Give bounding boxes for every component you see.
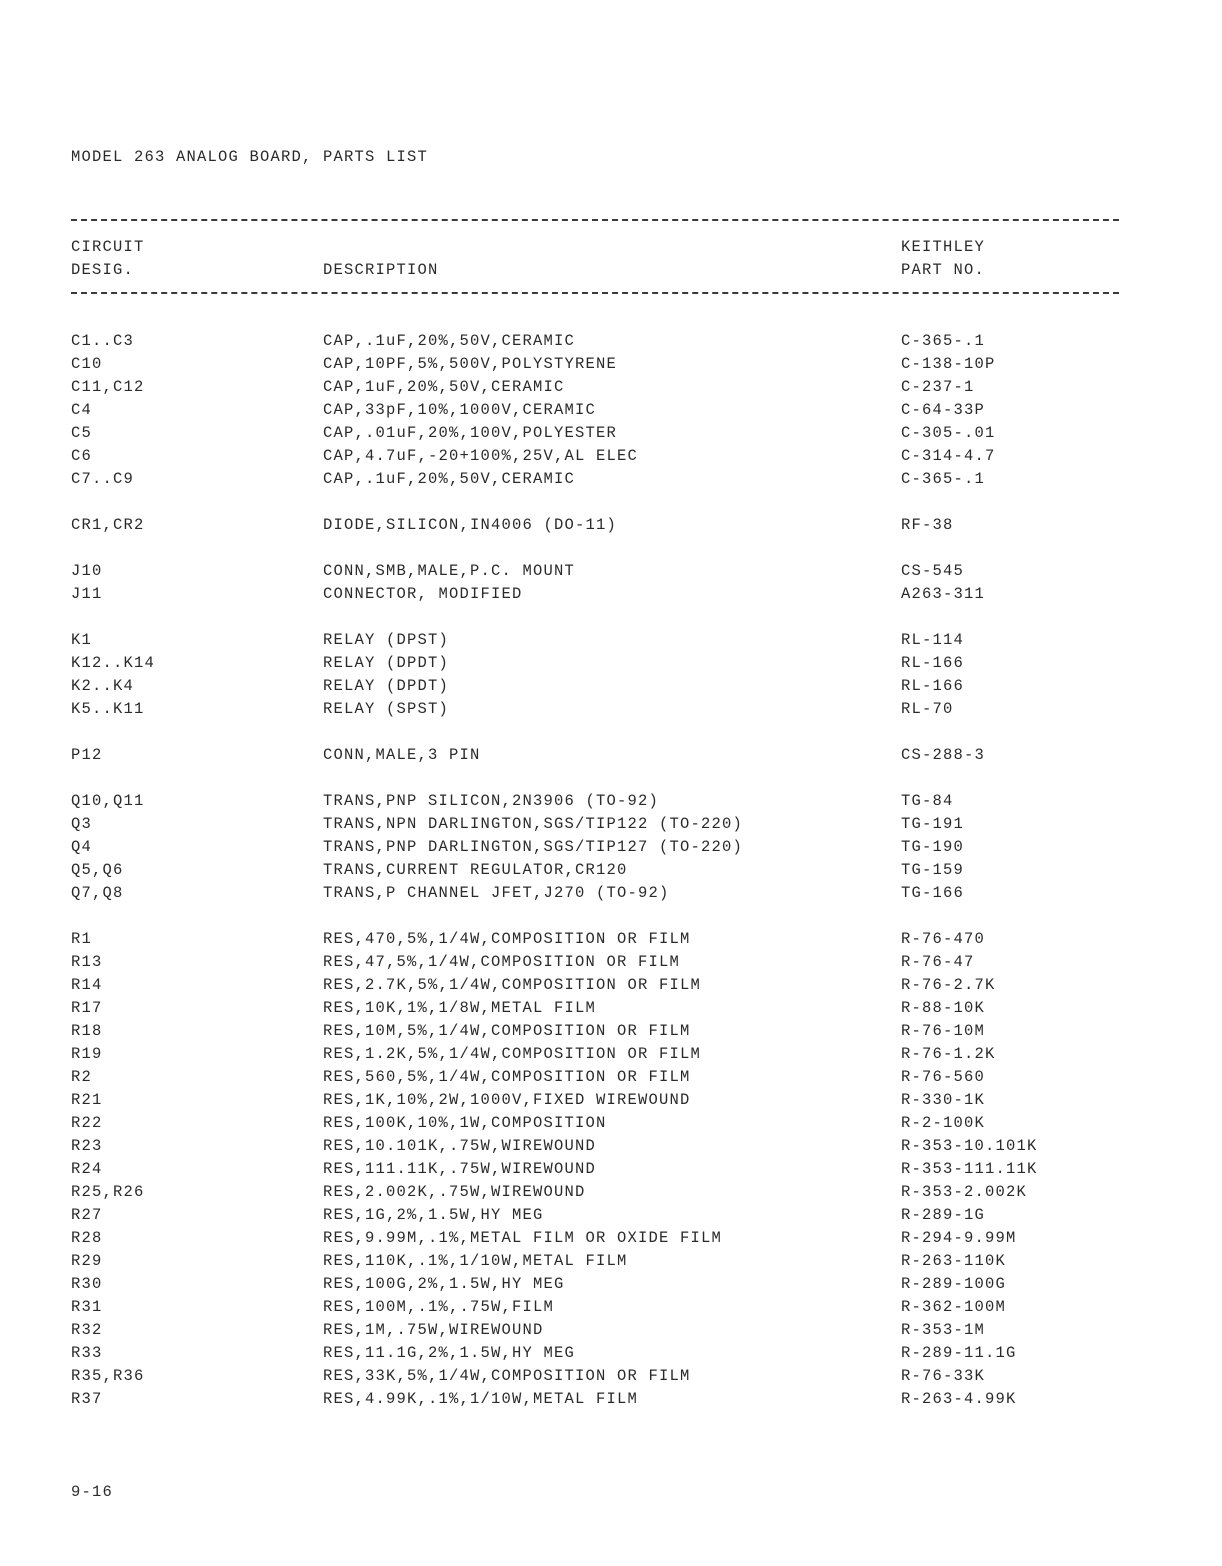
parts-row: [71, 422, 1131, 445]
parts-row: [71, 1204, 1131, 1227]
parts-row: [71, 399, 1131, 422]
circuit-desig: R31: [71, 1298, 103, 1316]
parts-row: [71, 583, 1131, 606]
circuit-desig: C6: [71, 447, 93, 465]
part-description: RES,11.1G,2%,1.5W,HY MEG: [323, 1344, 576, 1362]
part-description: CAP,33pF,10%,1000V,CERAMIC: [323, 401, 597, 419]
circuit-desig: CR1,CR2: [71, 516, 145, 534]
circuit-desig: C5: [71, 424, 93, 442]
parts-row: [71, 353, 1131, 376]
part-description: RES,4.99K,.1%,1/10W,METAL FILM: [323, 1390, 639, 1408]
part-description: DIODE,SILICON,IN4006 (DO-11): [323, 516, 618, 534]
circuit-desig: R1: [71, 930, 93, 948]
keithley-part-number: C-365-.1: [901, 332, 986, 350]
parts-row: [71, 1158, 1131, 1181]
parts-row: [71, 790, 1131, 813]
parts-row: [71, 882, 1131, 905]
circuit-desig: R14: [71, 976, 103, 994]
part-description: TRANS,PNP DARLINGTON,SGS/TIP127 (TO-220): [323, 838, 744, 856]
part-description: RELAY (SPST): [323, 700, 450, 718]
keithley-part-number: C-64-33P: [901, 401, 986, 419]
parts-row: [71, 1089, 1131, 1112]
circuit-desig: R37: [71, 1390, 103, 1408]
parts-row: [71, 1319, 1131, 1342]
part-description: TRANS,CURRENT REGULATOR,CR120: [323, 861, 628, 879]
circuit-desig: K5..K11: [71, 700, 145, 718]
circuit-desig: K12..K14: [71, 654, 156, 672]
keithley-part-number: C-365-.1: [901, 470, 986, 488]
keithley-part-number: R-76-33K: [901, 1367, 986, 1385]
keithley-part-number: R-76-1.2K: [901, 1045, 996, 1063]
circuit-desig: C10: [71, 355, 103, 373]
parts-row: [71, 629, 1131, 652]
part-description: RES,33K,5%,1/4W,COMPOSITION OR FILM: [323, 1367, 691, 1385]
keithley-part-number: R-76-560: [901, 1068, 986, 1086]
circuit-desig: C7..C9: [71, 470, 135, 488]
circuit-desig: Q3: [71, 815, 93, 833]
keithley-part-number: R-263-4.99K: [901, 1390, 1017, 1408]
parts-row: [71, 1181, 1131, 1204]
part-description: TRANS,NPN DARLINGTON,SGS/TIP122 (TO-220): [323, 815, 744, 833]
part-description: CONN,MALE,3 PIN: [323, 746, 481, 764]
keithley-part-number: C-305-.01: [901, 424, 996, 442]
parts-row: [71, 928, 1131, 951]
keithley-part-number: RF-38: [901, 516, 954, 534]
part-description: CONNECTOR, MODIFIED: [323, 585, 523, 603]
column-header-circuit-line2: DESIG.: [71, 261, 135, 279]
part-description: RES,10K,1%,1/8W,METAL FILM: [323, 999, 597, 1017]
parts-row: [71, 675, 1131, 698]
parts-row: [71, 997, 1131, 1020]
part-description: RELAY (DPDT): [323, 654, 450, 672]
parts-row: [71, 560, 1131, 583]
part-description: RES,1G,2%,1.5W,HY MEG: [323, 1206, 544, 1224]
keithley-part-number: R-353-111.11K: [901, 1160, 1038, 1178]
part-description: TRANS,PNP SILICON,2N3906 (TO-92): [323, 792, 660, 810]
part-description: RES,2.002K,.75W,WIREWOUND: [323, 1183, 586, 1201]
circuit-desig: J10: [71, 562, 103, 580]
keithley-part-number: R-294-9.99M: [901, 1229, 1017, 1247]
part-description: RES,47,5%,1/4W,COMPOSITION OR FILM: [323, 953, 681, 971]
parts-row: [71, 1296, 1131, 1319]
circuit-desig: R22: [71, 1114, 103, 1132]
keithley-part-number: RL-166: [901, 677, 965, 695]
circuit-desig: R23: [71, 1137, 103, 1155]
keithley-part-number: R-353-1M: [901, 1321, 986, 1339]
part-description: RES,2.7K,5%,1/4W,COMPOSITION OR FILM: [323, 976, 702, 994]
keithley-part-number: TG-191: [901, 815, 965, 833]
part-description: RES,100K,10%,1W,COMPOSITION: [323, 1114, 607, 1132]
part-description: RES,100G,2%,1.5W,HY MEG: [323, 1275, 565, 1293]
parts-row: [71, 1043, 1131, 1066]
circuit-desig: R29: [71, 1252, 103, 1270]
keithley-part-number: R-353-10.101K: [901, 1137, 1038, 1155]
keithley-part-number: R-263-110K: [901, 1252, 1007, 1270]
keithley-part-number: R-76-47: [901, 953, 975, 971]
circuit-desig: R13: [71, 953, 103, 971]
keithley-part-number: C-314-4.7: [901, 447, 996, 465]
part-description: RES,100M,.1%,.75W,FILM: [323, 1298, 555, 1316]
circuit-desig: R19: [71, 1045, 103, 1063]
header-top-divider: [71, 219, 1119, 221]
circuit-desig: R18: [71, 1022, 103, 1040]
keithley-part-number: R-76-10M: [901, 1022, 986, 1040]
part-description: RELAY (DPDT): [323, 677, 450, 695]
part-description: RES,560,5%,1/4W,COMPOSITION OR FILM: [323, 1068, 691, 1086]
parts-row: [71, 1273, 1131, 1296]
keithley-part-number: C-138-10P: [901, 355, 996, 373]
keithley-part-number: R-88-10K: [901, 999, 986, 1017]
circuit-desig: Q4: [71, 838, 93, 856]
parts-row: [71, 468, 1131, 491]
circuit-desig: K2..K4: [71, 677, 135, 695]
part-description: RES,1K,10%,2W,1000V,FIXED WIREWOUND: [323, 1091, 691, 1109]
keithley-part-number: C-237-1: [901, 378, 975, 396]
circuit-desig: P12: [71, 746, 103, 764]
keithley-part-number: CS-288-3: [901, 746, 986, 764]
circuit-desig: R24: [71, 1160, 103, 1178]
parts-row: [71, 1020, 1131, 1043]
parts-row: [71, 652, 1131, 675]
column-header-circuit-desig: [71, 236, 145, 282]
part-description: CONN,SMB,MALE,P.C. MOUNT: [323, 562, 576, 580]
parts-row: [71, 1135, 1131, 1158]
circuit-desig: Q10,Q11: [71, 792, 145, 810]
column-header-part-line2: PART NO.: [901, 261, 986, 279]
keithley-part-number: R-76-2.7K: [901, 976, 996, 994]
keithley-part-number: A263-311: [901, 585, 986, 603]
part-description: CAP,.1uF,20%,50V,CERAMIC: [323, 470, 576, 488]
parts-row: [71, 974, 1131, 997]
keithley-part-number: TG-159: [901, 861, 965, 879]
part-description: RES,9.99M,.1%,METAL FILM OR OXIDE FILM: [323, 1229, 723, 1247]
circuit-desig: R32: [71, 1321, 103, 1339]
page-number: 9-16: [71, 1483, 114, 1501]
keithley-part-number: R-353-2.002K: [901, 1183, 1028, 1201]
parts-row: [71, 514, 1131, 537]
keithley-part-number: R-289-1G: [901, 1206, 986, 1224]
keithley-part-number: R-2-100K: [901, 1114, 986, 1132]
circuit-desig: C4: [71, 401, 93, 419]
keithley-part-number: TG-84: [901, 792, 954, 810]
column-header-part-line1: KEITHLEY: [901, 238, 986, 256]
part-description: RES,1.2K,5%,1/4W,COMPOSITION OR FILM: [323, 1045, 702, 1063]
part-description: CAP,10PF,5%,500V,POLYSTYRENE: [323, 355, 618, 373]
keithley-part-number: R-330-1K: [901, 1091, 986, 1109]
parts-row: [71, 330, 1131, 353]
keithley-part-number: R-362-100M: [901, 1298, 1007, 1316]
keithley-part-number: CS-545: [901, 562, 965, 580]
circuit-desig: R35,R36: [71, 1367, 145, 1385]
parts-row: [71, 698, 1131, 721]
column-header-keithley-part-no: [901, 236, 985, 282]
part-description: RES,470,5%,1/4W,COMPOSITION OR FILM: [323, 930, 691, 948]
part-description: RES,111.11K,.75W,WIREWOUND: [323, 1160, 597, 1178]
parts-row: [71, 1112, 1131, 1135]
keithley-part-number: TG-166: [901, 884, 965, 902]
circuit-desig: Q7,Q8: [71, 884, 124, 902]
column-header-description: DESCRIPTION: [323, 261, 439, 279]
parts-row: [71, 376, 1131, 399]
parts-row: [71, 1227, 1131, 1250]
parts-row: [71, 1066, 1131, 1089]
keithley-part-number: R-76-470: [901, 930, 986, 948]
circuit-desig: R17: [71, 999, 103, 1017]
page-title: MODEL 263 ANALOG BOARD, PARTS LIST: [71, 148, 429, 166]
part-description: CAP,.01uF,20%,100V,POLYESTER: [323, 424, 618, 442]
keithley-part-number: RL-70: [901, 700, 954, 718]
header-bottom-divider: [71, 292, 1119, 294]
parts-row: [71, 836, 1131, 859]
parts-row: [71, 813, 1131, 836]
parts-row: [71, 859, 1131, 882]
parts-row: [71, 1388, 1131, 1411]
circuit-desig: R30: [71, 1275, 103, 1293]
circuit-desig: R27: [71, 1206, 103, 1224]
circuit-desig: R2: [71, 1068, 93, 1086]
circuit-desig: R25,R26: [71, 1183, 145, 1201]
part-description: RES,10.101K,.75W,WIREWOUND: [323, 1137, 597, 1155]
column-header-circuit-line1: CIRCUIT: [71, 238, 145, 256]
circuit-desig: R33: [71, 1344, 103, 1362]
circuit-desig: J11: [71, 585, 103, 603]
part-description: RES,1M,.75W,WIREWOUND: [323, 1321, 544, 1339]
part-description: CAP,4.7uF,-20+100%,25V,AL ELEC: [323, 447, 639, 465]
keithley-part-number: R-289-100G: [901, 1275, 1007, 1293]
keithley-part-number: TG-190: [901, 838, 965, 856]
part-description: RES,10M,5%,1/4W,COMPOSITION OR FILM: [323, 1022, 691, 1040]
parts-row: [71, 445, 1131, 468]
parts-row: [71, 1365, 1131, 1388]
part-description: RELAY (DPST): [323, 631, 450, 649]
parts-list: [71, 330, 1131, 1411]
parts-row: [71, 744, 1131, 767]
keithley-part-number: R-289-11.1G: [901, 1344, 1017, 1362]
part-description: RES,110K,.1%,1/10W,METAL FILM: [323, 1252, 628, 1270]
circuit-desig: C1..C3: [71, 332, 135, 350]
parts-row: [71, 1342, 1131, 1365]
keithley-part-number: RL-166: [901, 654, 965, 672]
circuit-desig: K1: [71, 631, 93, 649]
keithley-part-number: RL-114: [901, 631, 965, 649]
circuit-desig: C11,C12: [71, 378, 145, 396]
circuit-desig: R21: [71, 1091, 103, 1109]
parts-row: [71, 1250, 1131, 1273]
part-description: CAP,.1uF,20%,50V,CERAMIC: [323, 332, 576, 350]
circuit-desig: R28: [71, 1229, 103, 1247]
part-description: TRANS,P CHANNEL JFET,J270 (TO-92): [323, 884, 670, 902]
parts-row: [71, 951, 1131, 974]
part-description: CAP,1uF,20%,50V,CERAMIC: [323, 378, 565, 396]
circuit-desig: Q5,Q6: [71, 861, 124, 879]
